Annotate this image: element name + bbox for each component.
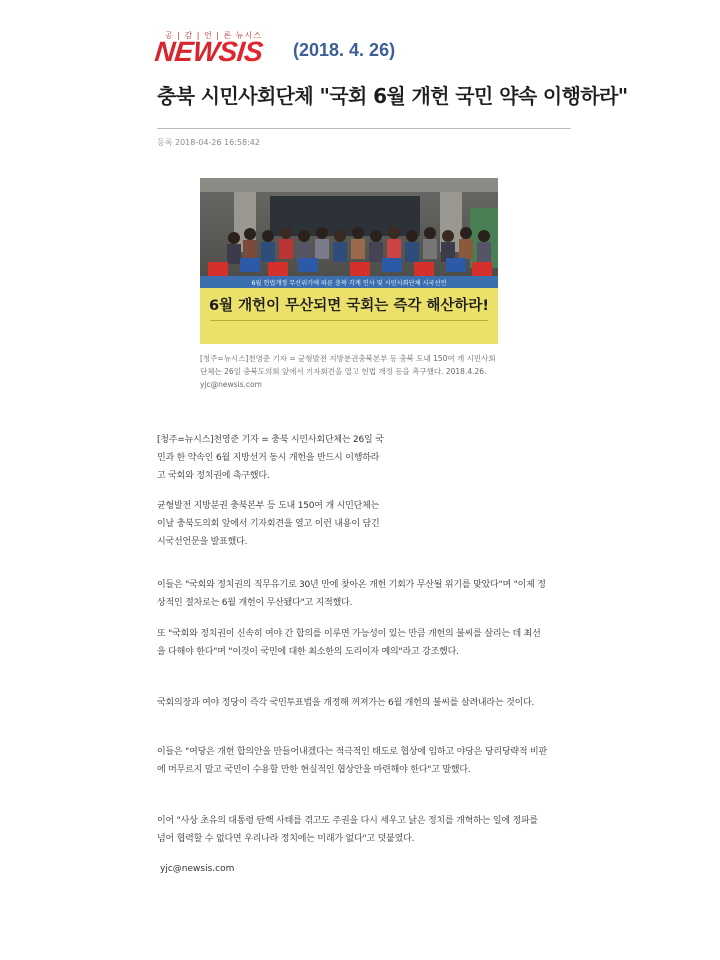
article-paragraph: 이어 "사상 초유의 대통령 탄핵 사태를 겪고도 주권을 다시 세우고 낡은 정치를 개혁하는 일에 정파를 넘어 협력할 수 없다면 우리나라 정치에는 미래가 없다"고 덧붙였다. <box>157 816 538 844</box>
sign-red <box>350 262 370 276</box>
article-paragraph: 균형발전 지방분권 충북본부 등 도내 150여 개 시민단체는 이날 충북도의회 앞에서 기자회견을 열고 이런 내용이 담긴 시국선언문을 발표했다. <box>157 501 380 547</box>
article-date-label: (2018. 4. 26) <box>293 40 396 60</box>
article-paragraph: 이들은 "여당은 개헌 합의안을 만들어내겠다는 적극적인 태도로 협상에 임하고 야당은 당리당략적 비판에 머무르지 말고 국민이 수용할 만한 현실적인 협상안을 마련해야 한다"고 말했다. <box>157 747 547 775</box>
article-meta-timestamp: 등록 2018-04-26 16:58:42 <box>157 138 260 147</box>
banner-main-text: 6월 개헌이 무산되면 국회는 즉각 해산하라! <box>208 298 490 314</box>
banner-top-text: 6월 헌법개정 무산위기에 따른 충북 각계 인사 및 시민사회단체 시국선언 <box>251 280 447 287</box>
banner-footer-line <box>210 320 488 321</box>
sign-red <box>268 262 288 276</box>
logo-wordmark <box>153 36 264 68</box>
headline-divider <box>157 128 571 129</box>
reporter-email[interactable]: yjc@newsis.com <box>160 864 235 874</box>
protest-photo-illustration <box>200 178 498 344</box>
sign-blue <box>298 258 318 272</box>
sign-red <box>472 262 492 276</box>
sign-blue <box>240 258 260 272</box>
logo-tagline: 공 | 감 | 언 | 론 뉴시스 <box>165 31 262 40</box>
article-photo <box>200 178 498 344</box>
article-headline: 충북 시민사회단체 "국회 6월 개헌 국민 약속 이행하라" <box>157 84 628 108</box>
sign-blue <box>446 258 466 272</box>
article-paragraph: 또 "국회와 정치권이 신속히 여야 간 합의를 이루면 가능성이 있는 만큼 개헌의 불씨를 살리는 데 최선을 다해야 한다"며 "이것이 국민에 대한 최소한의 도리이자 예의"라고 강조했다. <box>157 629 541 657</box>
article-paragraph: 이들은 "국회와 정치권의 직무유기로 30년 만에 찾아온 개헌 기회가 무산될 위기를 맞았다"며 "이제 정상적인 절차로는 6월 개헌이 무산됐다"고 지적했다. <box>157 580 546 608</box>
building-canopy <box>200 178 498 192</box>
article-paragraph: [청주=뉴시스]천영준 기자 = 충북 시민사회단체는 26일 국민과 한 약속인 6월 지방선거 동시 개헌을 반드시 이행하라고 국회와 정치권에 촉구했다. <box>157 435 384 481</box>
logo-word-part2: SIS <box>217 36 265 67</box>
article-paragraph: 국회의장과 여야 정당이 즉각 국민투표법을 개정해 꺼져가는 6월 개헌의 불씨를 살려내라는 것이다. <box>157 698 535 708</box>
logo-word-part1: NEW <box>153 36 221 67</box>
sign-red <box>414 262 434 276</box>
sign-blue <box>382 258 402 272</box>
photo-caption: [청주=뉴시스]천영준 기자 = 균형발전 지방분권충북본부 등 충북 도내 150여 개 시민사회단체는 26일 충북도의회 앞에서 기자회견을 열고 헌법 개정 등을 촉구했다. 2018.4.26. yjc@newsis.com <box>200 354 496 389</box>
sign-red <box>208 262 228 276</box>
